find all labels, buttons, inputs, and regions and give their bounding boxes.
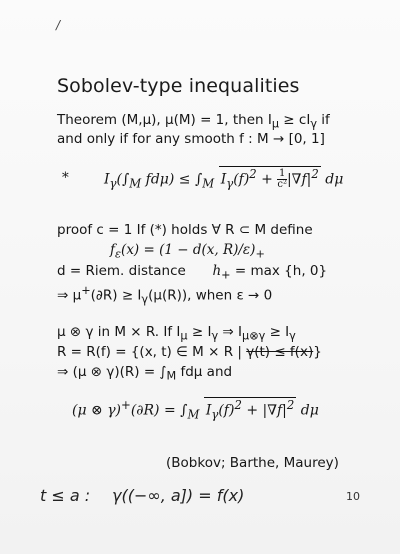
- proof-line-1: proof c = 1 If (*) holds ∀ R ⊂ M define: [57, 222, 313, 238]
- proof-line-3: d = Riem. distance $h_+ = \max \{h$, 0}: [57, 263, 328, 282]
- sqrt-radical-2: $I_\gamma(f)^2 + |\nabla f|^2$: [205, 398, 295, 422]
- product-line-3: ⇒ (μ ⊗ $\gamma)(R) = \int_M$ fdμ and: [57, 364, 233, 383]
- fraction: $\frac{1}{\text{c²}}$: [277, 168, 287, 191]
- slide-title: Sobolev-type inequalities: [57, 75, 300, 97]
- theorem-line-1: Theorem (M,μ), μ(M) = 1, then $I_\mu \ge cI_\gamma$ if: [57, 112, 330, 131]
- handwritten-condition: t ≤ a :: [40, 486, 91, 505]
- sqrt-radical: $I_\gamma(f)^2$ + $\frac{1}{\text{c²}}$ $|\nabla f|^2$: [220, 167, 319, 191]
- proof-line-2: $f_\varepsilon(x) = (1 - d(x$, $R)/\varepsilon)_+$: [110, 242, 265, 261]
- product-line-2: R = R(f) = {(x, t) ∈ M × R | γ(t) ≤ f(x)}: [57, 344, 322, 360]
- product-boundary-formula: (μ ⊗ $\gamma)^+(\partial R) = \int_M$ $I_\gamma(f)^2 + |\nabla f|^2$ dμ: [72, 398, 319, 422]
- sobolev-inequality: $I_\gamma(\int_M$ $fd\mu) \le \int_M$ $I_\gamma(f)^2$ + $\frac{1}{\text{c²}}$ $|\nabla f|^2$ dμ: [104, 167, 344, 191]
- handwritten-equation: γ((−∞, a]) = f(x): [112, 486, 245, 505]
- inequality-star: *: [62, 170, 69, 186]
- product-line-1: μ ⊗ γ in M × R. If $I_\mu \ge I_\gamma$ ⇒ $I_{\mu\otimes\gamma} \ge I_\gamma$: [57, 324, 296, 343]
- margin-mark: /: [56, 18, 61, 32]
- citation: (Bobkov; Barthe, Maurey): [166, 455, 339, 471]
- theorem-line-2: and only if for any smooth f : M → [0, 1]: [57, 131, 325, 147]
- proof-line-4: ⇒ $\mu^+(\partial R) \ge I_\gamma(\mu(R))$, when ε → 0: [57, 284, 273, 307]
- page-number: 10: [346, 490, 360, 503]
